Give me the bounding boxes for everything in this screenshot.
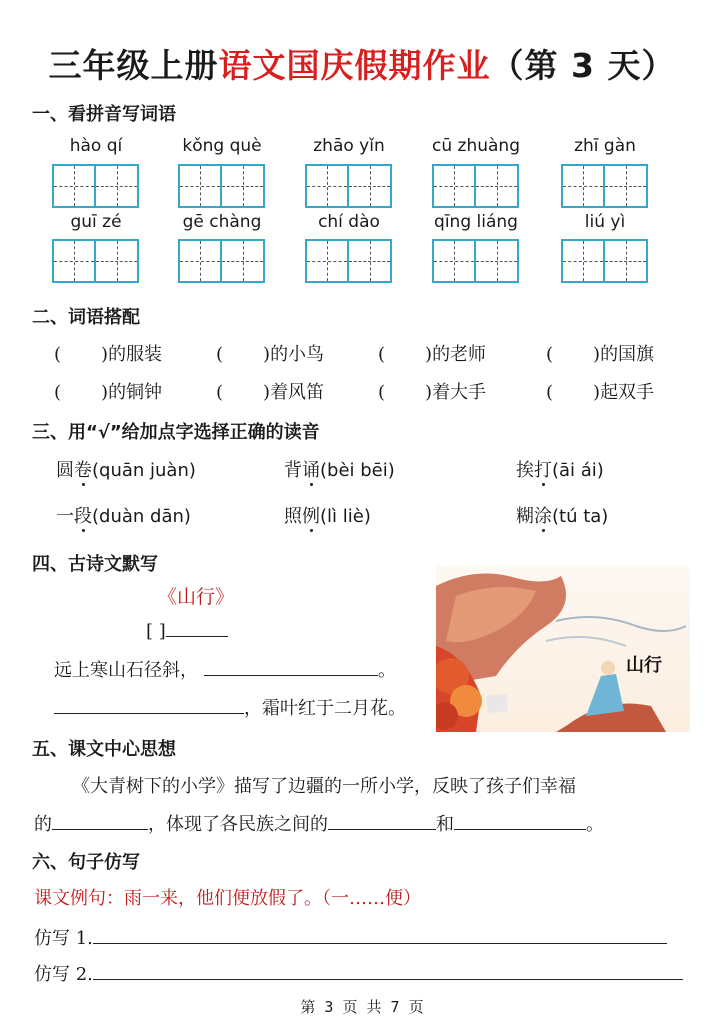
title-red: 语文国庆假期作业 (218, 46, 491, 85)
theme-p2c: 和 (436, 814, 454, 835)
paren-open: ( (546, 382, 554, 403)
reading-options[interactable]: (lì liè) (320, 506, 371, 527)
tianzige-box[interactable] (178, 164, 265, 208)
author-blank[interactable] (166, 618, 228, 637)
reading-char: 背 (284, 460, 302, 481)
paren-open: ( (54, 344, 62, 365)
imitate-blank-1[interactable] (93, 925, 667, 944)
imitate-line-2 (34, 960, 683, 986)
reading-item[interactable] (284, 456, 395, 482)
imitate-label-1: 仿写 1. (34, 928, 93, 949)
pinyin-label: gē chàng (182, 212, 262, 232)
match-item[interactable] (546, 340, 654, 366)
match-item[interactable] (54, 378, 162, 404)
writing-cell[interactable] (349, 164, 392, 208)
section-6-heading: 六、句子仿写 (32, 852, 140, 873)
writing-cell[interactable] (222, 164, 265, 208)
pinyin-label: cū zhuàng (432, 136, 520, 156)
paren-open: ( (546, 344, 554, 365)
autumn-mountain-picture (436, 566, 690, 732)
match-item[interactable] (216, 340, 324, 366)
writing-cell[interactable] (305, 239, 349, 283)
writing-cell[interactable] (222, 239, 265, 283)
page-title (0, 40, 724, 87)
poem-author-line[interactable] (146, 618, 228, 642)
theme-p2a: 的 (34, 814, 52, 835)
paren-open: ( (378, 344, 386, 365)
pinyin-label: kǒng què (182, 136, 262, 156)
writing-cell[interactable] (349, 239, 392, 283)
reading-char: 圆 (56, 460, 74, 481)
poem-line-1-end: 。 (378, 660, 396, 681)
imitate-line-1 (34, 924, 667, 950)
match-phrase: 的国旗 (600, 344, 655, 365)
dotted-char: 段 (74, 506, 92, 527)
match-item[interactable] (546, 378, 654, 404)
theme-paragraph-line-2 (34, 810, 604, 836)
reading-options[interactable]: (āi ái) (552, 460, 604, 481)
match-item[interactable] (378, 378, 486, 404)
poem-line-2 (54, 694, 406, 720)
paren-close: ) (593, 344, 601, 365)
theme-blank-2[interactable] (328, 811, 436, 830)
section-4-heading: 四、古诗文默写 (32, 554, 158, 575)
paren-close: ) (101, 382, 109, 403)
paren-close: ) (263, 344, 271, 365)
match-item[interactable] (216, 378, 324, 404)
theme-blank-1[interactable] (52, 811, 148, 830)
reading-char: 一 (56, 506, 74, 527)
pinyin-label: guī zé (70, 212, 122, 232)
section-5-heading: 五、课文中心思想 (32, 739, 176, 760)
pinyin-label: chí dào (318, 212, 380, 232)
match-item[interactable] (378, 340, 486, 366)
author-bracket: [ ] (146, 621, 166, 642)
tianzige-box[interactable] (432, 239, 519, 283)
writing-cell[interactable] (178, 164, 222, 208)
reading-item[interactable] (516, 456, 604, 482)
theme-p2b: ，体现了各民族之间的 (148, 814, 328, 835)
tianzige-box[interactable] (561, 164, 648, 208)
paren-open: ( (216, 382, 224, 403)
dotted-char: 打 (534, 460, 552, 481)
pinyin-label: liú yì (584, 212, 626, 232)
poem-illustration (436, 566, 690, 732)
calligraphy-label: 山行 (626, 655, 662, 676)
title-black: 三年级上册 (48, 46, 219, 85)
paren-close: ) (425, 382, 433, 403)
writing-cell[interactable] (432, 239, 476, 283)
match-phrase: 的小鸟 (270, 344, 325, 365)
pinyin-label: zhāo yǐn (313, 136, 385, 156)
match-phrase: 起双手 (600, 382, 655, 403)
reading-options[interactable]: (quān juàn) (92, 460, 196, 481)
dotted-char: 诵 (302, 460, 320, 481)
writing-cell[interactable] (432, 164, 476, 208)
tianzige-box[interactable] (305, 239, 392, 283)
paren-open: ( (54, 382, 62, 403)
writing-cell[interactable] (605, 164, 648, 208)
paren-close: ) (263, 382, 271, 403)
writing-cell[interactable] (561, 239, 605, 283)
tianzige-box[interactable] (178, 239, 265, 283)
match-phrase: 的铜钟 (108, 382, 163, 403)
poem-line-1 (54, 656, 396, 682)
reading-char: 挨 (516, 460, 534, 481)
match-item[interactable] (54, 340, 162, 366)
theme-p2d: 。 (586, 814, 604, 835)
paren-close: ) (593, 382, 601, 403)
reading-char: 糊 (516, 506, 534, 527)
writing-cell[interactable] (476, 164, 519, 208)
writing-cell[interactable] (476, 239, 519, 283)
theme-paragraph-line-1: 《大青树下的小学》描写了边疆的一所小学，反映了孩子们幸福 (72, 776, 576, 797)
paren-close: ) (425, 344, 433, 365)
section-1-heading: 一、看拼音写词语 (32, 104, 176, 125)
pinyin-label: zhī gàn (574, 136, 636, 156)
match-phrase: 着大手 (432, 382, 487, 403)
poem-title: 《山行》 (158, 586, 235, 608)
match-phrase: 的服装 (108, 344, 163, 365)
dotted-char: 例 (302, 506, 320, 527)
reading-options[interactable]: (tú ta) (552, 506, 609, 527)
paren-close: ) (101, 344, 109, 365)
page-footer: 第 3 页 共 7 页 (300, 998, 424, 1016)
paren-open: ( (216, 344, 224, 365)
reading-options[interactable]: (duàn dān) (92, 506, 191, 527)
tianzige-box[interactable] (561, 239, 648, 283)
writing-cell[interactable] (605, 239, 648, 283)
reading-item[interactable] (284, 502, 371, 528)
pinyin-label: qīng liáng (434, 212, 518, 232)
theme-blank-3[interactable] (454, 811, 586, 830)
example-sentence: 课文例句：雨一来，他们便放假了。（一……便） (34, 888, 421, 909)
poem-line-1-text: 远上寒山石径斜， (54, 660, 198, 681)
writing-cell[interactable] (52, 164, 96, 208)
section-2-heading: 二、词语搭配 (32, 307, 140, 328)
writing-cell[interactable] (561, 164, 605, 208)
poem-line-2-blank[interactable] (54, 695, 244, 714)
match-phrase: 的老师 (432, 344, 487, 365)
dotted-char: 涂 (534, 506, 552, 527)
match-phrase: 着风笛 (270, 382, 325, 403)
writing-cell[interactable] (305, 164, 349, 208)
dotted-char: 卷 (74, 460, 92, 481)
writing-cell[interactable] (52, 239, 96, 283)
reading-char: 照 (284, 506, 302, 527)
writing-cell[interactable] (96, 164, 139, 208)
writing-cell[interactable] (96, 239, 139, 283)
section-3-heading: 三、用“√”给加点字选择正确的读音 (32, 422, 320, 443)
poem-line-2-text: ，霜叶红于二月花。 (244, 698, 406, 719)
imitate-label-2: 仿写 2. (34, 964, 93, 985)
reading-item[interactable] (56, 502, 191, 528)
reading-item[interactable] (56, 456, 196, 482)
tianzige-box[interactable] (305, 164, 392, 208)
reading-options[interactable]: (bèi bēi) (320, 460, 395, 481)
reading-item[interactable] (516, 502, 608, 528)
writing-cell[interactable] (178, 239, 222, 283)
paren-open: ( (378, 382, 386, 403)
tianzige-box[interactable] (432, 164, 519, 208)
tianzige-box[interactable] (52, 239, 139, 283)
tianzige-box[interactable] (52, 164, 139, 208)
poem-line-1-blank[interactable] (204, 657, 378, 676)
title-suffix: （第 3 天） (490, 46, 676, 85)
pinyin-label: hào qí (69, 136, 123, 156)
imitate-blank-2[interactable] (93, 961, 683, 980)
